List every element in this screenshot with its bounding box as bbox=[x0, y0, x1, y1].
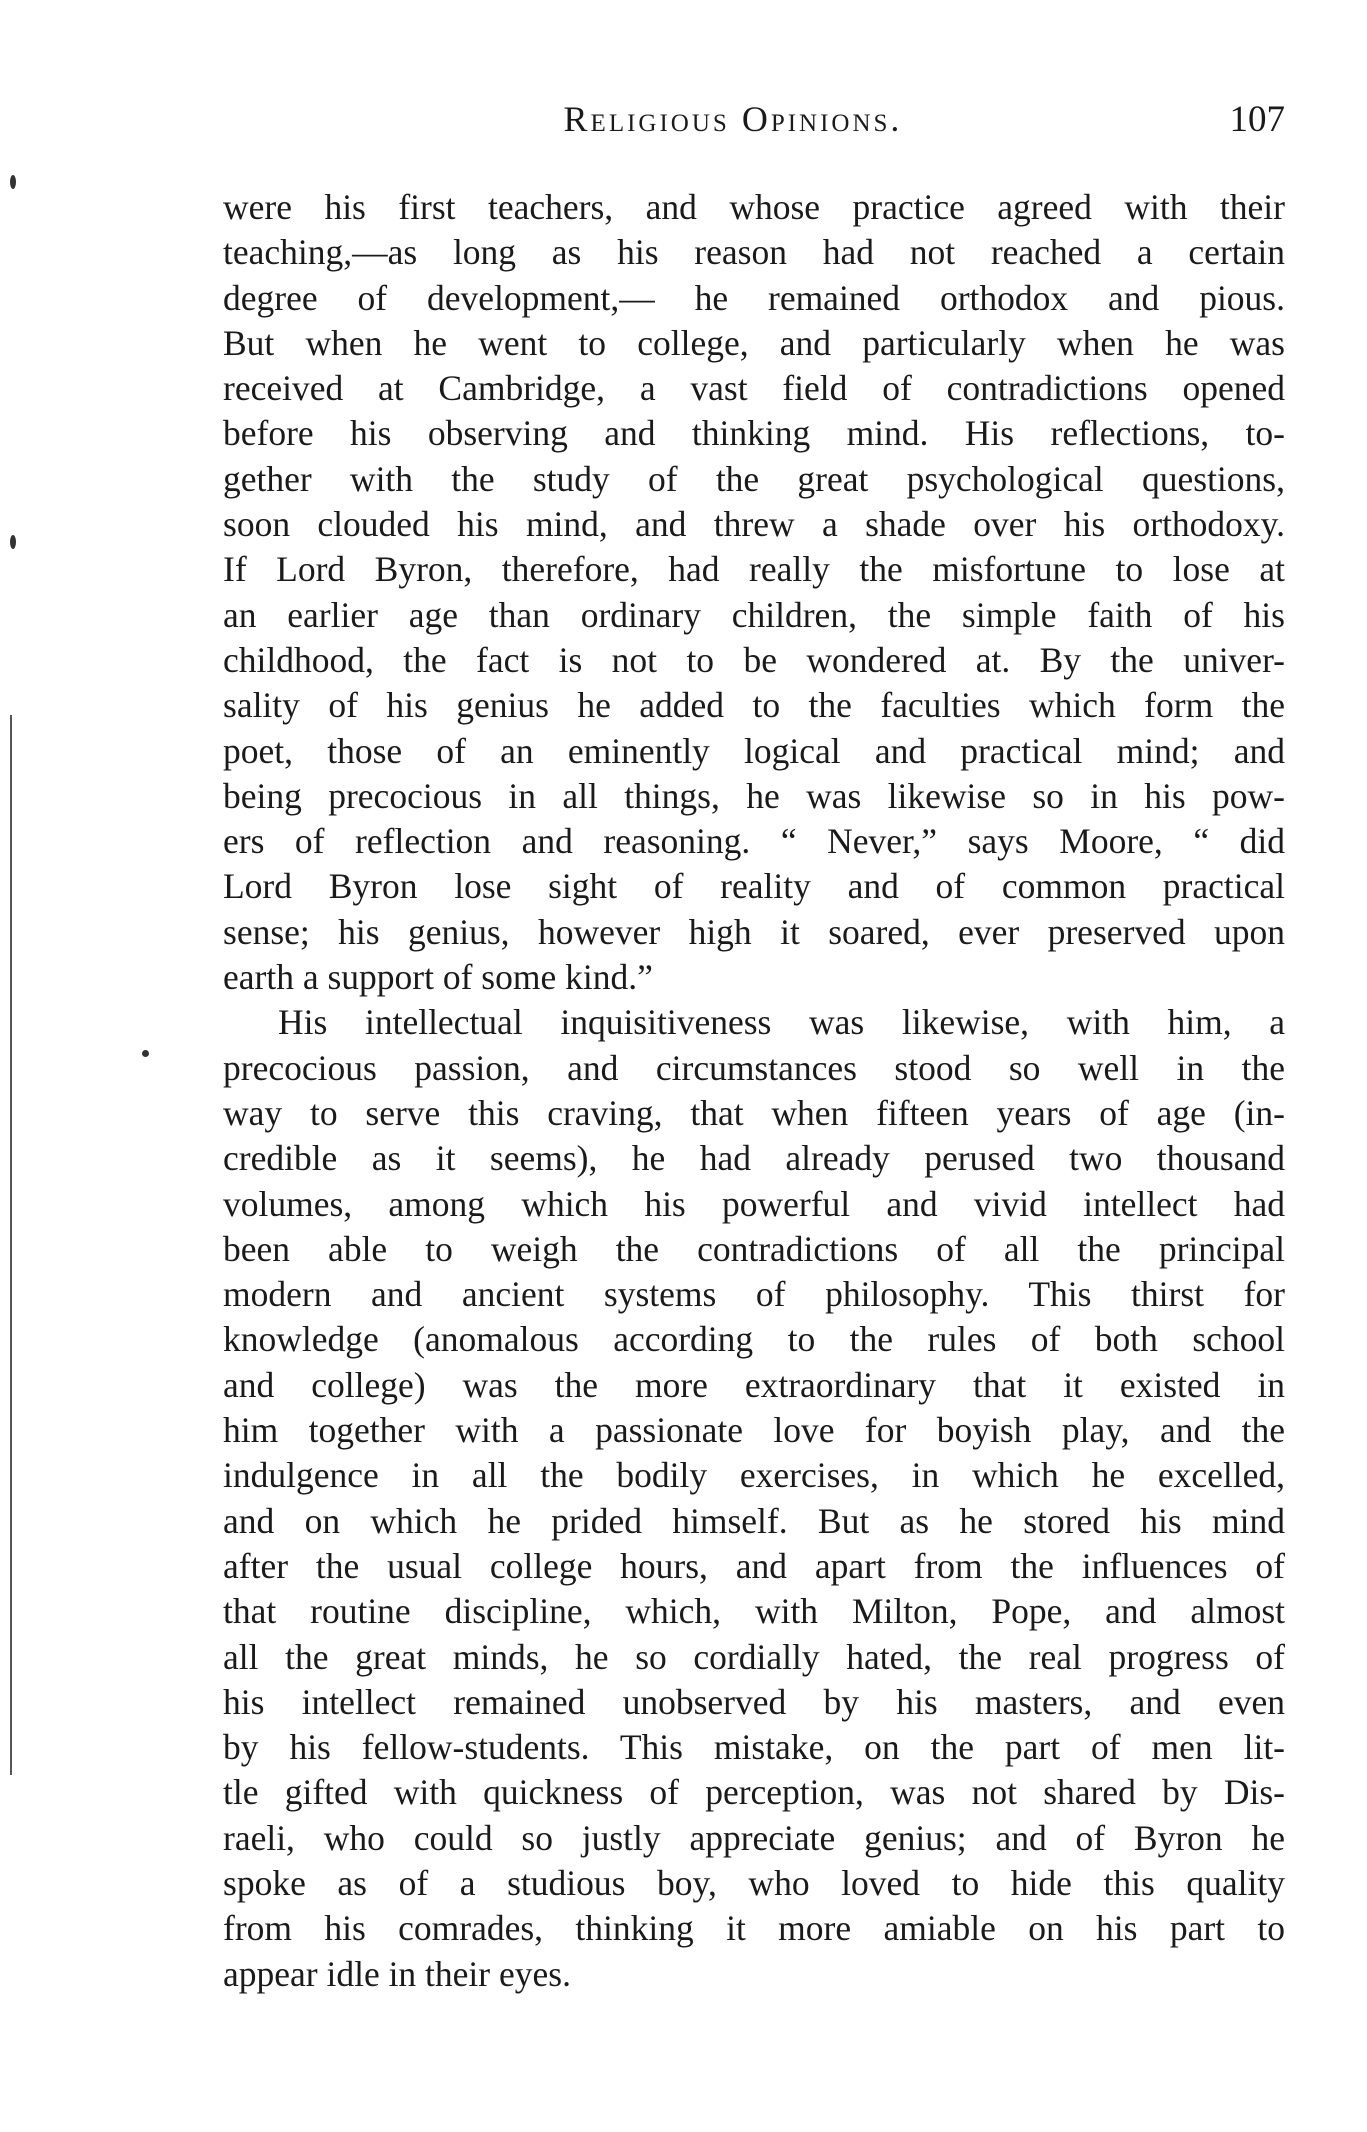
text-line: earth a support of some kind.” bbox=[223, 957, 653, 998]
text-line: after the usual college hours, and apart from the influences of bbox=[223, 1545, 1285, 1586]
text-line: raeli, who could so justly appreciate genius; and of Byron he bbox=[223, 1817, 1285, 1858]
text-line: precocious passion, and circumstances stood so well in the bbox=[223, 1047, 1285, 1088]
text-line: childhood, the fact is not to be wondered at. By the univer- bbox=[223, 639, 1285, 680]
text-line: If Lord Byron, therefore, had really the misfortune to lose at bbox=[223, 549, 1285, 590]
text-line: an earlier age than ordinary children, the simple faith of his bbox=[223, 594, 1285, 635]
scan-speck bbox=[142, 1050, 149, 1057]
text-line: that routine discipline, which, with Milton, Pope, and almost bbox=[223, 1591, 1285, 1632]
text-line: way to serve this craving, that when fifteen years of age (in- bbox=[223, 1092, 1285, 1133]
text-line: His intellectual inquisitiveness was likewise, with him, a bbox=[278, 1002, 1285, 1043]
text-line: degree of development,— he remained orthodox and pious. bbox=[223, 277, 1285, 318]
text-line: been able to weigh the contradictions of all the principal bbox=[223, 1228, 1285, 1269]
text-line: from his comrades, thinking it more amiable on his part to bbox=[223, 1908, 1285, 1949]
text-line: soon clouded his mind, and threw a shade over his orthodoxy. bbox=[223, 504, 1285, 545]
scan-speck bbox=[10, 175, 16, 189]
text-line: spoke as of a studious boy, who loved to hide this quality bbox=[223, 1862, 1285, 1903]
text-line: sense; his genius, however high it soared, ever preserved upon bbox=[223, 911, 1285, 952]
text-line: But when he went to college, and particularly when he was bbox=[223, 322, 1285, 363]
text-line: and on which he prided himself. But as he stored his mind bbox=[223, 1500, 1285, 1541]
text-line: poet, those of an eminently logical and practical mind; and bbox=[223, 730, 1285, 771]
text-line: being precocious in all things, he was likewise so in his pow- bbox=[223, 775, 1285, 816]
text-line: by his fellow-students. This mistake, on the part of men lit- bbox=[223, 1727, 1285, 1768]
text-line: appear idle in their eyes. bbox=[223, 1953, 571, 1994]
text-line: all the great minds, he so cordially hated, the real progress of bbox=[223, 1636, 1285, 1677]
text-line: sality of his genius he added to the faculties which form the bbox=[223, 685, 1285, 726]
text-line: volumes, among which his powerful and vivid intellect had bbox=[223, 1183, 1285, 1224]
text-line: indulgence in all the bodily exercises, in which he excelled, bbox=[223, 1455, 1285, 1496]
scan-margin-line bbox=[10, 715, 12, 1775]
text-line: were his first teachers, and whose practice agreed with their bbox=[223, 187, 1285, 227]
text-line: and college) was the more extraordinary that it existed in bbox=[223, 1364, 1285, 1405]
text-line: credible as it seems), he had already perused two thousand bbox=[223, 1138, 1285, 1179]
text-line: gether with the study of the great psychological questions, bbox=[223, 458, 1285, 499]
text-line: teaching,—as long as his reason had not reached a certain bbox=[223, 232, 1285, 273]
text-line: received at Cambridge, a vast field of contradictions opened bbox=[223, 368, 1285, 409]
text-line: before his observing and thinking mind. His reflections, to- bbox=[223, 413, 1285, 454]
page-number: 107 bbox=[1229, 99, 1285, 140]
page-header bbox=[223, 98, 1285, 148]
text-line: Lord Byron lose sight of reality and of common practical bbox=[223, 866, 1285, 907]
text-line: him together with a passionate love for boyish play, and the bbox=[223, 1410, 1285, 1451]
text-line: modern and ancient systems of philosophy. This thirst for bbox=[223, 1274, 1285, 1315]
scan-speck bbox=[10, 535, 16, 549]
running-title: Religious Opinions. bbox=[563, 99, 903, 139]
text-line: ers of reflection and reasoning. “ Never,” says Moore, “ did bbox=[223, 821, 1285, 862]
body-text bbox=[223, 185, 1285, 1997]
text-line: tle gifted with quickness of perception, was not shared by Dis- bbox=[223, 1772, 1285, 1813]
text-line: knowledge (anomalous according to the rules of both school bbox=[223, 1319, 1285, 1360]
text-line: his intellect remained unobserved by his masters, and even bbox=[223, 1681, 1285, 1722]
